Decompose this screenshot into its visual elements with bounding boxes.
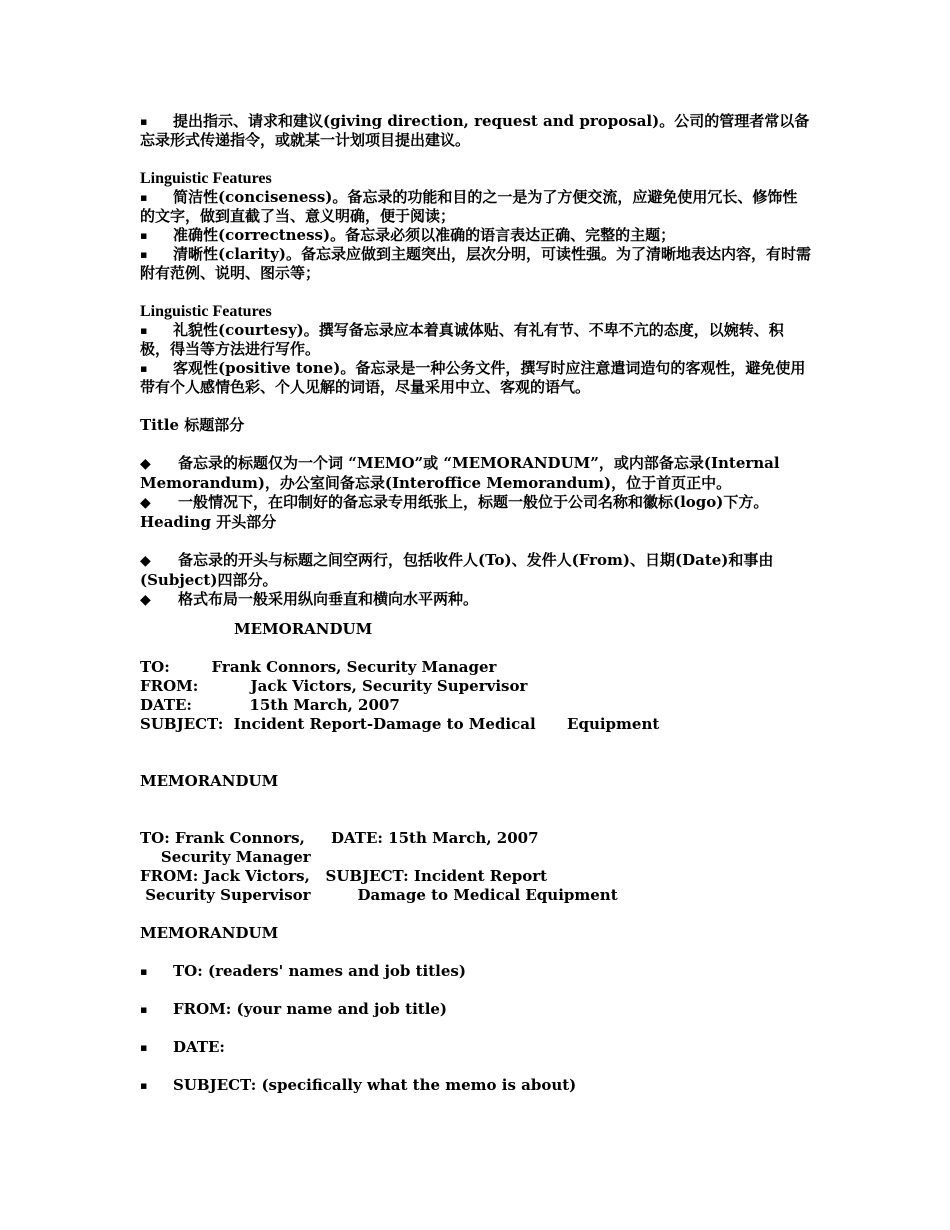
memo-horizontal-line: Security Manager — [140, 848, 311, 866]
square-bullet-icon: ▪ — [140, 1079, 148, 1092]
list-item — [140, 245, 812, 283]
memo-horizontal-title: MEMORANDUM — [140, 772, 279, 790]
diamond-bullet-icon: ◆ — [140, 553, 151, 569]
list-item-text: 客观性(positive tone)。备忘录是一种公务文件，撰写时应注意遣词造句的客观性，避免使用带有个人感情色彩、个人见解的词语，尽量采用中立、客观的语气。 — [140, 359, 806, 396]
square-bullet-icon: ▪ — [140, 115, 148, 128]
square-bullet-icon: ▪ — [140, 1041, 148, 1054]
memo-horizontal-line: TO: Frank Connors, DATE: 15th March, 2007 — [140, 829, 539, 847]
list-item-text: 备忘录的标题仅为一个词 “MEMO”或 “MEMORANDUM”，或内部备忘录(Internal Memorandum)，办公室间备忘录(Interoffice Memorandum)，位于首页正中。 — [140, 454, 780, 492]
memo-template-item-text: FROM: (your name and job title) — [173, 1000, 448, 1018]
memo-template-item-text: TO: (readers' names and job titles) — [173, 962, 466, 980]
list-item-text: 礼貌性(courtesy)。撰写备忘录应本着真诚体贴、有礼有节、不卑不亢的态度，以婉转、积极，得当等方法进行写作。 — [140, 321, 784, 358]
memo-horizontal-line: Security Supervisor Damage to Medical Equipment — [140, 886, 618, 904]
memo-template-item-text: SUBJECT: (specifically what the memo is about) — [173, 1076, 577, 1094]
list-item — [140, 321, 812, 359]
list-item-text: 格式布局一般采用纵向垂直和横向水平两种。 — [178, 590, 479, 608]
list-item-text: 一般情况下，在印制好的备忘录专用纸张上，标题一般位于公司名称和徽标(logo)下方。 — [178, 493, 769, 511]
memo-template-item — [140, 1000, 812, 1019]
list-item-text: 简洁性(conciseness)。备忘录的功能和目的之一是为了方便交流，应避免使用冗长、修饰性的文字，做到直截了当、意义明确，便于阅读； — [140, 188, 798, 225]
memo-template-item-text: DATE: — [173, 1038, 225, 1056]
square-bullet-icon: ▪ — [140, 965, 148, 978]
list-item-text: 清晰性(clarity)。备忘录应做到主题突出，层次分明，可读性强。为了清晰地表达内容，有时需附有范例、说明、图示等； — [140, 245, 811, 282]
diamond-bullet-icon: ◆ — [140, 456, 151, 472]
memo-vertical-date: DATE: 15th March, 2007 — [140, 696, 400, 714]
square-bullet-icon: ▪ — [140, 191, 148, 204]
list-item-text: 准确性(correctness)。备忘录必须以准确的语言表达正确、完整的主题； — [173, 226, 676, 244]
document-page — [140, 112, 812, 1095]
list-item — [140, 188, 812, 226]
memo-vertical-subject: SUBJECT: Incident Report-Damage to Medical Equipment — [140, 715, 660, 733]
purpose-text: 提出指示、请求和建议(giving direction, request and proposal)。公司的管理者常以备忘录形式传递指令，或就某一计划项目提出建议。 — [140, 112, 810, 149]
memo-vertical-from: FROM: Jack Victors, Security Supervisor — [140, 677, 528, 695]
list-item — [140, 590, 812, 610]
section-heading-title: Title 标题部分 — [140, 416, 245, 434]
list-item — [140, 454, 812, 493]
diamond-bullet-icon: ◆ — [140, 592, 151, 608]
square-bullet-icon: ▪ — [140, 324, 148, 337]
square-bullet-icon: ▪ — [140, 362, 148, 375]
memo-vertical-to: TO: Frank Connors, Security Manager — [140, 658, 497, 676]
square-bullet-icon: ▪ — [140, 248, 148, 261]
memo-horizontal-line: FROM: Jack Victors, SUBJECT: Incident Report — [140, 867, 548, 885]
diamond-bullet-icon: ◆ — [140, 495, 151, 511]
memo-template-item — [140, 1076, 812, 1095]
list-item — [140, 226, 812, 245]
purpose-item — [140, 112, 812, 150]
list-item — [140, 493, 812, 513]
list-item-text: 备忘录的开头与标题之间空两行，包括收件人(To)、发件人(From)、日期(Date)和事由(Subject)四部分。 — [140, 551, 774, 589]
section-heading-linguistic-1: Linguistic Features — [140, 170, 272, 187]
list-item — [140, 359, 812, 397]
square-bullet-icon: ▪ — [140, 229, 148, 242]
list-item — [140, 551, 812, 590]
memo-vertical-title: MEMORANDUM — [234, 620, 373, 638]
memo-template-title: MEMORANDUM — [140, 924, 279, 942]
square-bullet-icon: ▪ — [140, 1003, 148, 1016]
section-heading-linguistic-2: Linguistic Features — [140, 303, 272, 320]
section-heading-heading: Heading 开头部分 — [140, 513, 277, 531]
memo-template-item — [140, 1038, 812, 1057]
memo-template-item — [140, 962, 812, 981]
